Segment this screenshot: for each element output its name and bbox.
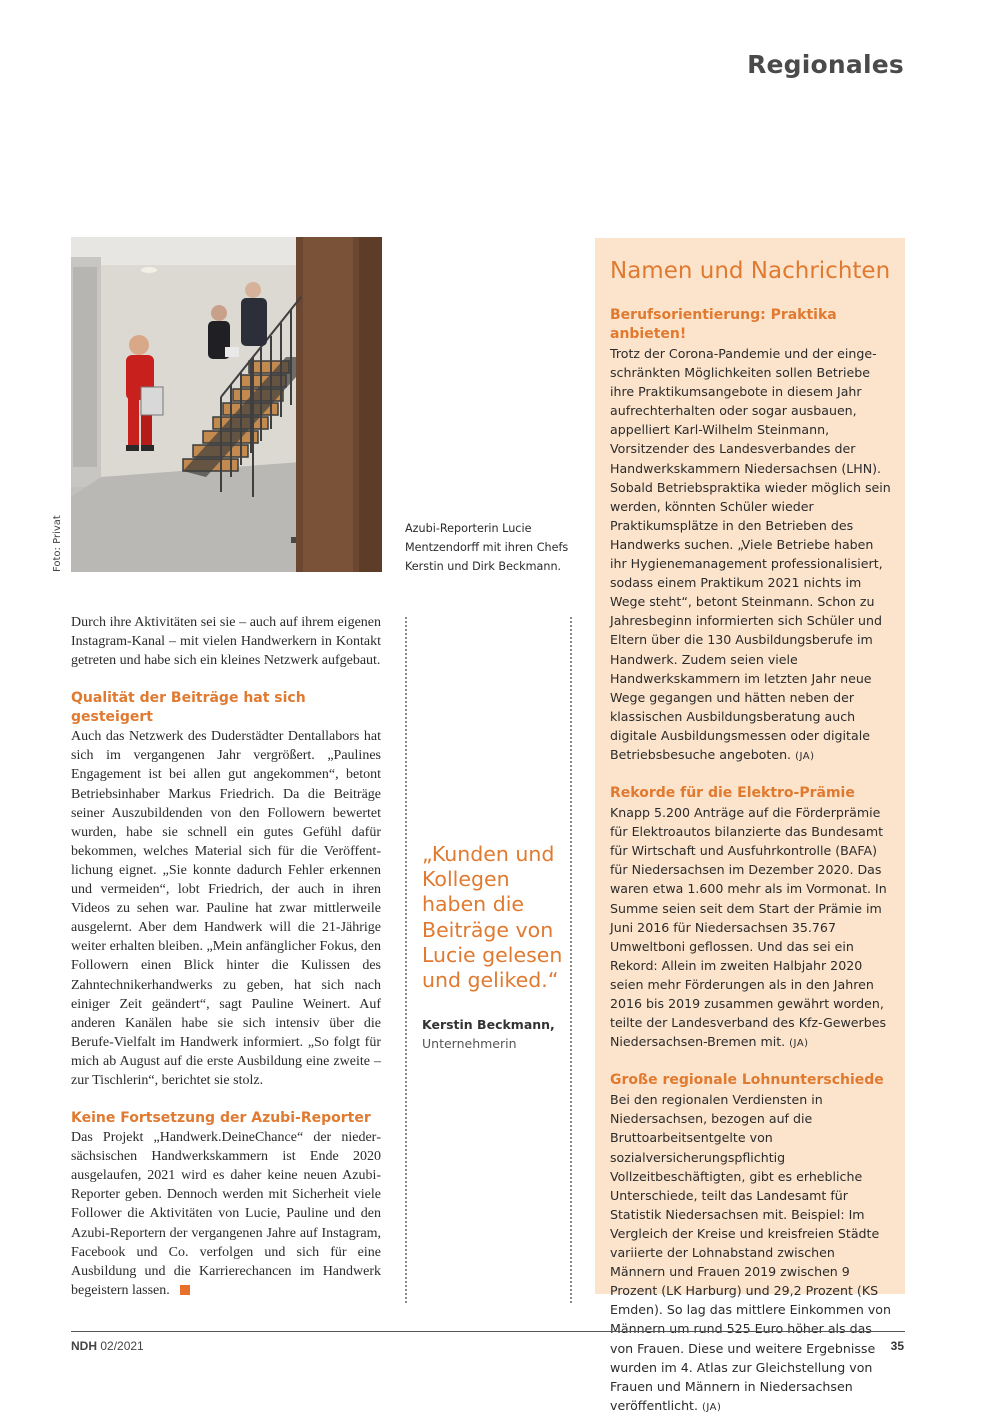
news-heading: Große regionale Lohnunterschiede [610, 1072, 884, 1089]
quote-attribution [422, 1015, 572, 1053]
news-sidebar [595, 238, 905, 1413]
article-body [71, 613, 381, 1300]
article-photo [71, 237, 382, 572]
author-tag: (JA) [789, 1038, 809, 1050]
footer-rule [71, 1331, 905, 1332]
photo-credit: Foto: Privat [52, 515, 63, 572]
author-tag: (JA) [795, 750, 815, 762]
page-number: 35 [890, 1339, 904, 1353]
sidebar-title: Namen und Nachrichten [610, 258, 891, 284]
news-heading: Berufsorientierung: Praktika anbieten! [610, 307, 837, 342]
news-text [610, 803, 891, 1053]
author-tag: (JA) [702, 1401, 722, 1413]
article-paragraph-last [71, 1128, 381, 1300]
article-subheading: Keine Fortsetzung der Azubi-Reporter [71, 1110, 371, 1127]
end-mark-icon [180, 1285, 190, 1295]
article-paragraph: Durch ihre Aktivitäten sei sie – auch auf ihrem eigenen Instagram-Kanal – mit vielen Handwerkern in Kontakt getreten und habe sich ein kleines Netzwerk aufgebaut. [71, 615, 381, 669]
magazine-name: NDH [71, 1339, 97, 1353]
footer-issue [71, 1339, 144, 1353]
pull-quote: „Kunden und Kollegen haben die Beiträge von Lucie gelesen und geliked.“ [422, 842, 563, 993]
quote-author-name: Kerstin Beckmann, [422, 1017, 555, 1032]
photo-caption: Azubi-Reporterin Lucie Mentzendorff mit ihren Chefs Kerstin und Dirk Beckmann. [405, 522, 569, 573]
section-title: Regionales [747, 50, 904, 79]
article-paragraph: Auch das Netzwerk des Duderstädter Dentallabors hat sich im vergangenen Jahr vergrößert. „Paulines Engagement ist bei allen gut angekommen“, betont Betriebsinhaber Markus Friedrich. Da die Beiträge seiner Auszubildenden von den Followern bewertet wurden, habe sie schnell ein gutes Gefühl dafür bekommen, welches Material sich für die Veröffentlichung eignet. „Sie konnte dadurch Fehler erkennen und vermeiden“, lobt Friedrich, der auch in ihren Videos zu sehen war. Pauline hat zwar mittlerweile ausgelernt. Aber dem Handwerk will die 21-Jährige weiter erhalten bleiben. „Mein anfänglicher Fokus, den Followern einen Blick hinter die Kulissen des Zahntechnikerhandwerks zu geben, hat sich nach einiger Zeit geändert“, sagt Pauline Weinert. Auf anderen Kanälen habe sie sich intensiv über die Berufe-Vielfalt im Handwerk informiert. „So folgt für mich ab August auf die erste Ausbildung eine zweite – zur Tischlerin“, berichtet sie stolz. [71, 729, 381, 1088]
news-text-body: Knapp 5.200 Anträge auf die Förderprämie für Elektroautos bilanzierte das Bundesamt für Wirtschaft und Ausfuhrkontrolle (BAFA) für Niedersachsen im Dezember 2020. Das waren etwa 1.600 mehr als im Vormonat. In Summe seien seit dem Start der Prämie im Juni 2016 für Niedersachsen 35.767 Umweltboni geflossen. Und das sei ein Rekord: Allein im zweiten Halbjahr 2020 seien mehr Förderungen als in den Jahren 2016 bis 2019 zusammen gewährt worden, teilte der Landesverband des Kfz-Gewerbes Niedersachsen-Bremen mit. [610, 805, 887, 1050]
news-heading: Rekorde für die Elektro-Prämie [610, 785, 855, 802]
quote-author-role: Unternehmerin [422, 1036, 517, 1051]
article-paragraph-text: Das Projekt „Handwerk.DeineChance“ der niedersächsischen Handwerkskammern ist Ende 2020 ausgelaufen, 2021 wird es daher keine neuen Azubi-Reporter geben. Dennoch werden mit Sicherheit viele Follower die Aktivitäten von Lucie, Pauline und den Azubi-Reportern der vergangenen Jahre auf Instagram, Facebook und Co. verfolgen und sich für eine Ausbildung und die Karrierechancen im Handwerk begeistern lassen. [71, 1130, 381, 1298]
news-text-body: Trotz der Corona-Pandemie und der eingeschränkten Möglichkeiten sollen Betriebe ihre Praktikumsangebote in diesem Jahr aufrechterhalten oder sogar ausbauen, appelliert Karl-Wilhelm Steinmann, Vorsitzender des Landesverbandes der Handwerkskammern Niedersachsen (LHN). Sobald Betriebspraktika wieder möglich sein werden, könnten Schüler wieder Praktikumsplätze in den Betrieben des Handwerks suchen. „Viele Betriebe haben ihr Hygienemanagement professionalisiert, sodass einem Praktikum 2021 nichts im Wege steht“, betont Steinmann. Schon zu Jahresbeginn informierten sich Schüler und Eltern über die 130 Ausbildungsberufe im Handwerk. Zudem seien viele Handwerkskammern im letzten Jahr neue Wege gegangen und hätten neben der klassischen Ausbildungsberatung auch digitale Ausbildungsmessen oder digitale Betriebsbesuche angeboten. [610, 346, 891, 762]
news-text [610, 1090, 891, 1413]
article-subheading: Qualität der Beiträge hat sich gesteigert [71, 690, 306, 726]
column-divider-left [405, 617, 407, 1303]
issue-number: 02/2021 [100, 1339, 144, 1353]
news-text-body: Bei den regionalen Verdiensten in Niedersachsen, bezogen auf die Bruttoarbeitsentgelte von sozialversicherungspflichtig Vollzeitbeschäftigten, gibt es erhebliche Unterschiede, teilt das Landesamt für Statistik Niedersachsen mit. Beispiel: Im Vergleich der Kreise und kreisfreien Städte variierte der Lohnabstand zwischen Männern und Frauen 2019 zwischen 9 Prozent (LK Harburg) und 29,2 Prozent (KS Emden). So lag das mittlere Einkommen von Männern um rund 525 Euro höher als das von Frauen. Diese und weitere Ergebnisse wurden im 4. Atlas zur Gleichstellung von Frauen und Männern in Niedersachsen veröffentlicht. [610, 1092, 891, 1413]
news-text [610, 344, 891, 766]
